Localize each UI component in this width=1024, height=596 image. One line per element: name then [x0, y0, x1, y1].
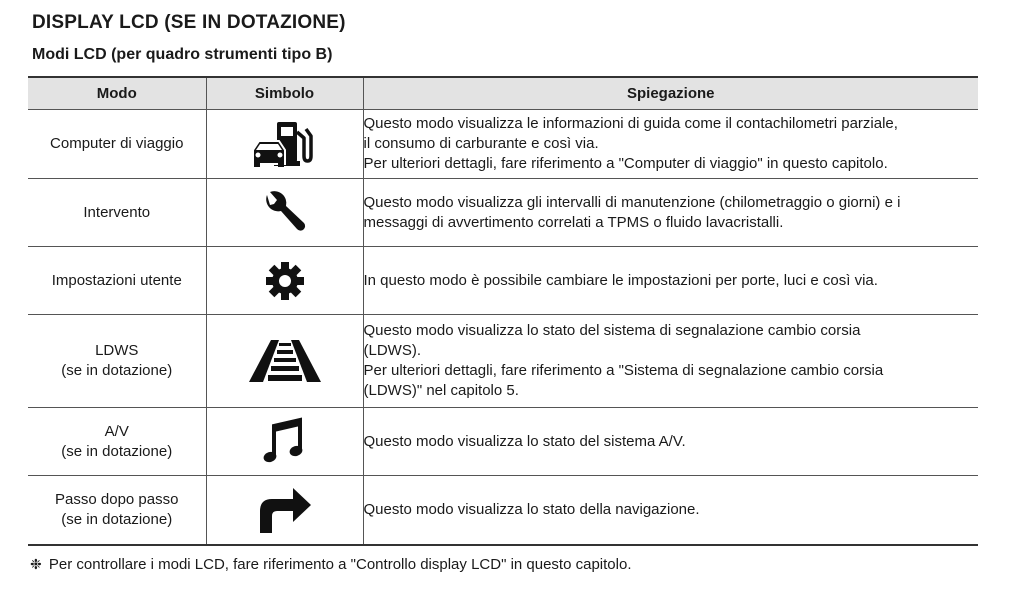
- footnote-text: Per controllare i modi LCD, fare riferimento a "Controllo display LCD" in questo capitolo.: [48, 556, 632, 573]
- table-row: [28, 476, 978, 545]
- table-header-row: [28, 77, 978, 110]
- mode-label: Impostazioni utente: [51, 271, 182, 289]
- explanation-cell: In questo modo è possibile cambiare le impostazioni per porte, luci e così via.: [363, 247, 978, 315]
- mode-label: A/V: [104, 422, 129, 440]
- mode-cell: [28, 179, 206, 247]
- lane-departure-icon: [206, 315, 363, 408]
- explanation-cell: Questo modo visualizza lo stato del sistema di segnalazione cambio corsia (LDWS). Per ulteriori dettagli, fare riferimento a "Sistema di segnalazione cambio corsia (LDWS)" nel capitolo 5.: [363, 315, 978, 408]
- wrench-icon: [206, 179, 363, 247]
- page-title: DISPLAY LCD (SE IN DOTAZIONE): [32, 12, 346, 33]
- mode-availability: (se in dotazione): [61, 442, 173, 460]
- mode-cell: [28, 247, 206, 315]
- mode-availability: (se in dotazione): [61, 362, 173, 379]
- explanation-cell: Questo modo visualizza le informazioni di guida come il contachilometri parziale, il consumo di carburante e così via. Per ulteriori dettagli, fare riferimento a "Computer di viaggio" in questo capitolo.: [363, 110, 978, 179]
- gear-icon: [206, 247, 363, 315]
- table-row: [28, 408, 978, 476]
- car-fuel-icon: [206, 110, 363, 179]
- explanation-cell: Questo modo visualizza lo stato del sistema A/V.: [363, 408, 978, 476]
- explanation-cell: Questo modo visualizza gli intervalli di manutenzione (chilometraggio o giorni) e i messaggi di avvertimento correlati a TPMS o fluido lavacristalli.: [363, 179, 978, 247]
- lcd-modes-table: [28, 76, 978, 546]
- table-row: [28, 110, 978, 179]
- column-header-explanation: Spiegazione: [363, 77, 978, 110]
- table-row: [28, 179, 978, 247]
- music-note-icon: [206, 408, 363, 476]
- column-header-mode: Modo: [28, 77, 206, 110]
- turn-right-arrow-icon: [206, 476, 363, 545]
- mode-label: Computer di viaggio: [50, 135, 184, 152]
- mode-availability: (se in dotazione): [61, 510, 173, 528]
- mode-label: LDWS: [95, 342, 139, 359]
- mode-cell: [28, 315, 206, 408]
- table-row: [28, 315, 978, 408]
- footnote-mark: ❉: [30, 556, 42, 572]
- mode-label: Intervento: [83, 203, 151, 221]
- mode-cell: [28, 110, 206, 179]
- mode-cell: [28, 476, 206, 545]
- mode-label: Passo dopo passo: [55, 490, 179, 508]
- explanation-cell: Questo modo visualizza lo stato della navigazione.: [363, 476, 978, 545]
- column-header-symbol: Simbolo: [206, 77, 363, 110]
- footnote: [30, 556, 631, 573]
- mode-cell: [28, 408, 206, 476]
- section-subtitle: Modi LCD (per quadro strumenti tipo B): [32, 46, 333, 63]
- table-row: [28, 247, 978, 315]
